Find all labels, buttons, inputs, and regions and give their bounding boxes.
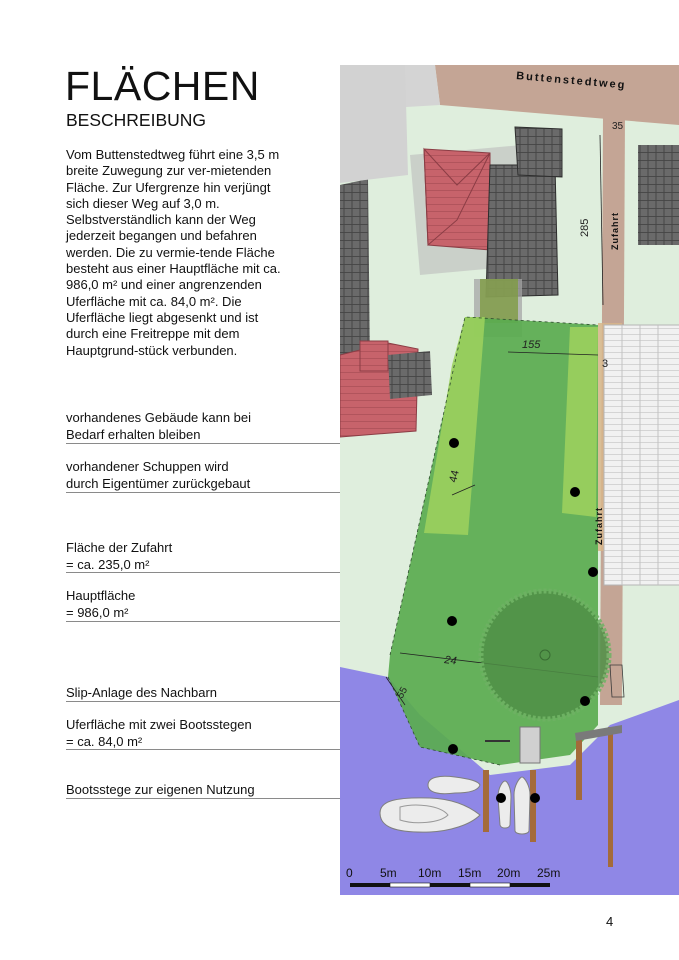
house-grey-roof bbox=[486, 165, 558, 297]
dot-main-area bbox=[447, 616, 457, 626]
dot-shed bbox=[570, 487, 580, 497]
dim-width-field: 155 bbox=[522, 339, 541, 351]
callout-label-slipway: Slip-Anlage des Nachbarn bbox=[66, 685, 218, 700]
scale-label-5: 5m bbox=[380, 866, 397, 880]
dim-width-top: 35 bbox=[612, 121, 624, 132]
jetty-2 bbox=[530, 770, 536, 842]
page-number: 4 bbox=[606, 914, 614, 929]
dot-building bbox=[449, 438, 459, 448]
scale-label-10: 10m bbox=[418, 866, 442, 880]
dot-bank-area bbox=[448, 744, 458, 754]
neighbour-jetty bbox=[576, 740, 582, 800]
callout-label-building: vorhandenes Gebäude kann bei Bedarf erhalten bleiben bbox=[66, 410, 252, 442]
access-label-bottom: Zufahrt bbox=[594, 507, 604, 545]
dim-bank: 55 bbox=[395, 685, 411, 701]
page-title: FLÄCHEN bbox=[65, 63, 260, 109]
boat-vertical-2 bbox=[514, 777, 530, 834]
callout-label-jetties: Bootsstege zur eigenen Nutzung bbox=[66, 782, 255, 797]
callout-label-access-area: Fläche der Zufahrt = ca. 235,0 m² bbox=[66, 540, 173, 572]
dot-slipway bbox=[580, 696, 590, 706]
jetty-1 bbox=[483, 770, 489, 832]
scale-label-20: 20m bbox=[497, 866, 521, 880]
scale-label-25: 25m bbox=[537, 866, 561, 880]
house-red-roof bbox=[424, 149, 490, 250]
slipway-neighbour bbox=[520, 727, 540, 763]
callout-label-main-area: Hauptfläche = 986,0 m² bbox=[66, 588, 136, 620]
boat-vertical-1 bbox=[498, 781, 511, 828]
scale-label-15: 15m bbox=[458, 866, 482, 880]
site-plan bbox=[340, 65, 679, 895]
access-label-top: Zufahrt bbox=[610, 212, 620, 250]
dim-side-left: 44 bbox=[447, 468, 462, 484]
dim-diagonal: 24 bbox=[443, 654, 458, 668]
dim-length-access: 285 bbox=[579, 218, 591, 237]
street-label: Buttenstedtweg bbox=[515, 70, 627, 92]
boathouse-right bbox=[604, 325, 679, 585]
dot-jetty-1 bbox=[496, 793, 506, 803]
dot-access-area bbox=[588, 567, 598, 577]
house-right-roof bbox=[638, 145, 679, 245]
dot-jetty-2 bbox=[530, 793, 540, 803]
scale-label-0: 0 bbox=[346, 866, 353, 880]
description-text: Vom Buttenstedtweg führt eine 3,5 m breite Zuwegung zur ver-mietenden Fläche. Zur Ufergrenze hin verjüngt sich dieser Weg auf 3,0 m. Selbstverständlich kann der Weg jederzeit begangen und befahren werden. Die zu vermie-tende Fläche besteht aus einer Hauptfläche mit ca. 986,0 m² und einer angrenzenden Uferfläche mit ca. 84,0 m². Die Uferfläche liegt abgesenkt und ist durch eine Freitreppe mit dem Hauptgrund-stück verbunden. bbox=[66, 147, 281, 358]
callout-label-shed: vorhandener Schuppen wird durch Eigentümer zurückgebaut bbox=[66, 459, 251, 491]
dim-width-narrow: 3 bbox=[602, 358, 609, 370]
page-subtitle: BESCHREIBUNG bbox=[66, 110, 207, 130]
callout-label-bank-area: Uferfläche mit zwei Bootsstegen = ca. 84,0 m² bbox=[66, 717, 252, 749]
